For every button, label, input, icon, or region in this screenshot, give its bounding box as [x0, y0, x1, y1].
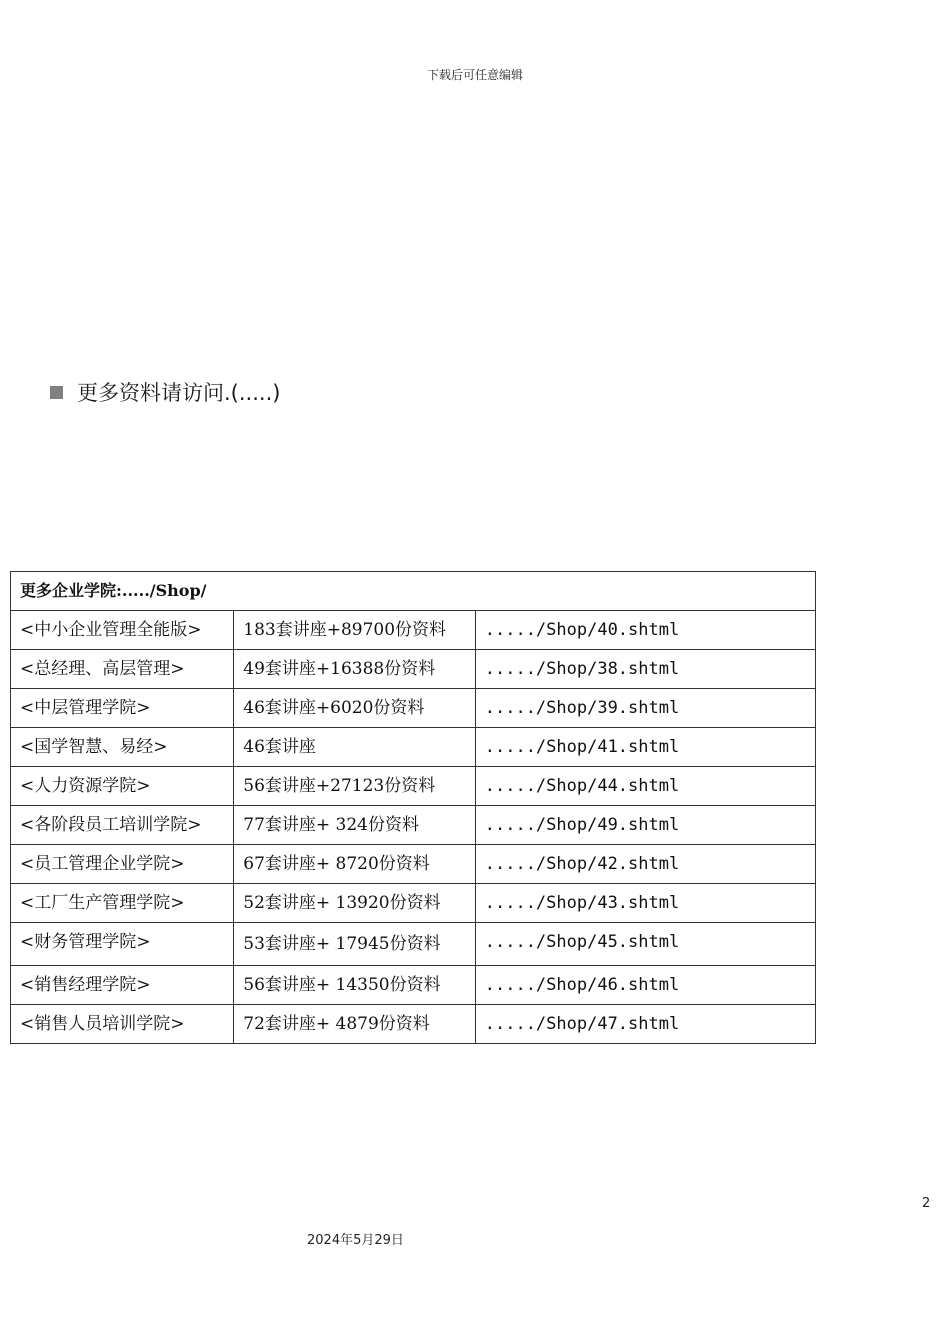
table-row [11, 884, 816, 923]
academy-count: 52套讲座+ 13920份资料 [234, 884, 476, 923]
academy-url: ...../Shop/42.shtml [475, 845, 815, 884]
table-row [11, 923, 816, 966]
academy-name: <销售经理学院> [11, 966, 234, 1005]
academy-url: ...../Shop/46.shtml [475, 966, 815, 1005]
academy-name: <财务管理学院> [11, 923, 234, 966]
academy-url: ...../Shop/49.shtml [475, 806, 815, 845]
academy-count: 67套讲座+ 8720份资料 [234, 845, 476, 884]
academy-count: 72套讲座+ 4879份资料 [234, 1005, 476, 1044]
academy-name: <各阶段员工培训学院> [11, 806, 234, 845]
resource-table [10, 571, 816, 1044]
table-row [11, 1005, 816, 1044]
table-row [11, 806, 816, 845]
academy-url: ...../Shop/44.shtml [475, 767, 815, 806]
academy-count: 56套讲座+27123份资料 [234, 767, 476, 806]
academy-name: <人力资源学院> [11, 767, 234, 806]
academy-url: ...../Shop/39.shtml [475, 689, 815, 728]
table-row [11, 611, 816, 650]
academy-count: 46套讲座 [234, 728, 476, 767]
academy-name: <国学智慧、易经> [11, 728, 234, 767]
table-title-row [11, 572, 816, 611]
table-row [11, 845, 816, 884]
table-row [11, 728, 816, 767]
academy-name: <工厂生产管理学院> [11, 884, 234, 923]
table-row [11, 767, 816, 806]
more-resources-text: 更多资料请访问.(.....) [77, 381, 281, 405]
academy-name: <中小企业管理全能版> [11, 611, 234, 650]
academy-url: ...../Shop/40.shtml [475, 611, 815, 650]
page-number: 2 [922, 1196, 931, 1211]
academy-count: 46套讲座+6020份资料 [234, 689, 476, 728]
academy-count: 183套讲座+89700份资料 [234, 611, 476, 650]
academy-url: ...../Shop/43.shtml [475, 884, 815, 923]
academy-name: <销售人员培训学院> [11, 1005, 234, 1044]
table-row [11, 689, 816, 728]
more-resources-line [50, 377, 280, 407]
page-header: 下载后可任意编辑 [426, 68, 523, 82]
academy-count: 53套讲座+ 17945份资料 [234, 923, 476, 966]
academy-count: 49套讲座+16388份资料 [234, 650, 476, 689]
academy-name: <中层管理学院> [11, 689, 234, 728]
academy-url: ...../Shop/41.shtml [475, 728, 815, 767]
academy-name: <员工管理企业学院> [11, 845, 234, 884]
table-row [11, 650, 816, 689]
academy-url: ...../Shop/38.shtml [475, 650, 815, 689]
academy-url: ...../Shop/47.shtml [475, 1005, 815, 1044]
academy-count: 56套讲座+ 14350份资料 [234, 966, 476, 1005]
academy-count: 77套讲座+ 324份资料 [234, 806, 476, 845]
square-bullet-icon [50, 386, 63, 399]
academy-name: <总经理、高层管理> [11, 650, 234, 689]
page-footer-date: 2024年5月29日 [307, 1233, 404, 1248]
table-row [11, 966, 816, 1005]
table-title: 更多企业学院:...../Shop/ [11, 572, 816, 611]
academy-url: ...../Shop/45.shtml [475, 923, 815, 966]
